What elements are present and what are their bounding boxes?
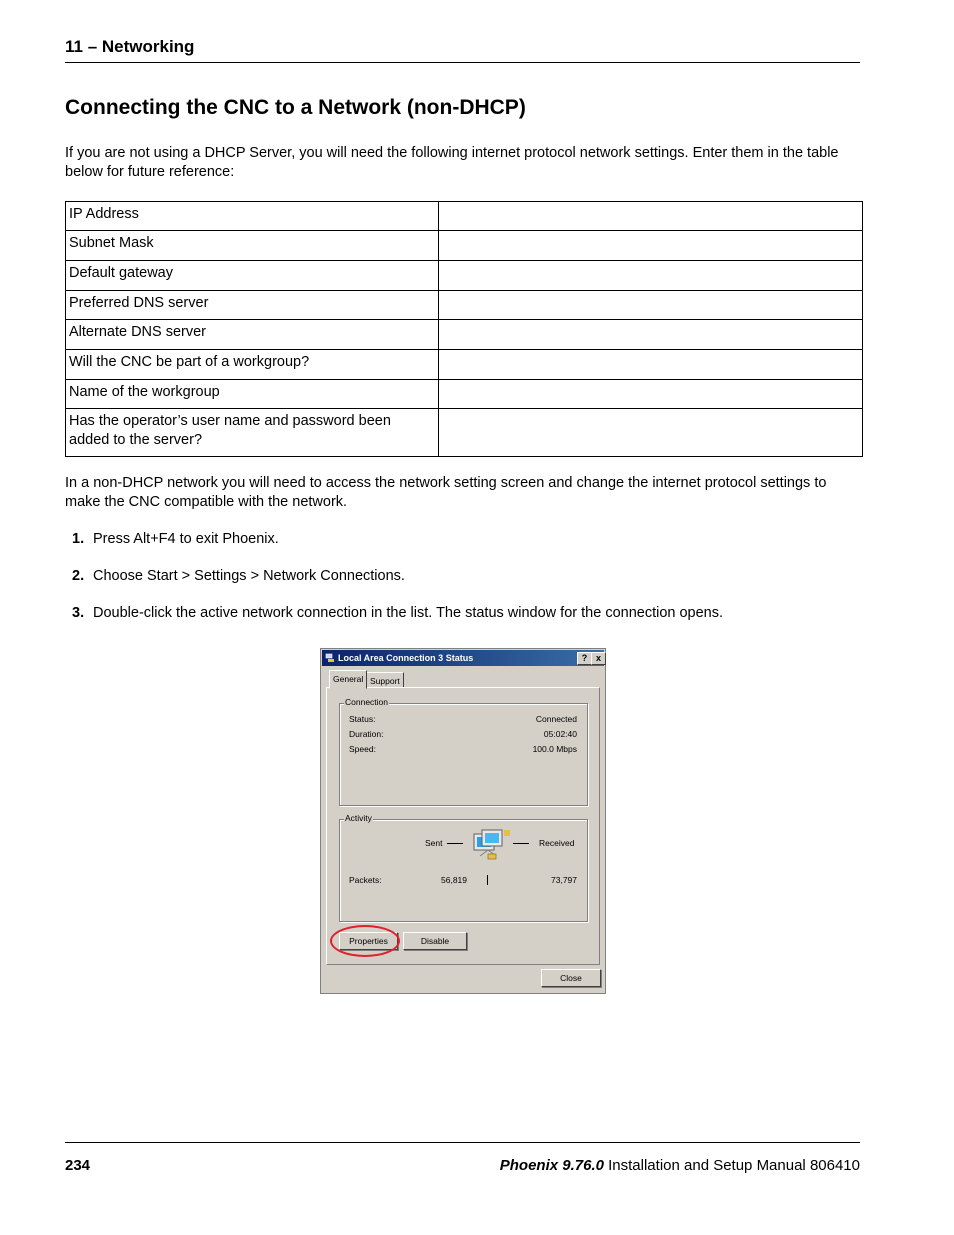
table-row — [66, 350, 863, 380]
tab-support[interactable]: Support — [366, 672, 404, 688]
step-number: 1. — [72, 531, 85, 547]
close-button[interactable]: Close — [541, 969, 601, 987]
row-value — [439, 261, 863, 291]
row-value — [439, 409, 863, 457]
page-title: Connecting the CNC to a Network (non-DHCP) — [65, 96, 526, 119]
step-1 — [72, 531, 279, 547]
intro-paragraph: If you are not using a DHCP Server, you will need the following internet protocol network settings. Enter them in the table below for future reference: — [65, 145, 839, 180]
properties-button[interactable]: Properties — [339, 932, 398, 950]
row-label: Has the operator’s user name and password been added to the server? — [66, 409, 439, 457]
dialog-title-bar — [322, 650, 604, 666]
row-label: IP Address — [66, 202, 439, 231]
body-paragraph: In a non-DHCP network you will need to access the network setting screen and change the internet protocol settings to make the CNC compatible with the network. — [65, 475, 827, 510]
step-text: Press Alt+F4 to exit Phoenix. — [93, 531, 279, 547]
packets-divider — [487, 875, 488, 885]
tab-general[interactable]: General — [329, 670, 367, 689]
manual-title: Installation and Setup Manual — [608, 1157, 806, 1174]
row-label: Alternate DNS server — [66, 320, 439, 350]
activity-group — [339, 819, 588, 922]
row-value — [439, 231, 863, 261]
connection-group-label: Connection — [345, 697, 389, 707]
step-text: Double-click the active network connection in the list. The status window for the connection opens. — [93, 605, 724, 621]
product-name: Phoenix 9.76.0 — [499, 1157, 604, 1174]
status-label: Status: — [349, 714, 376, 724]
row-value — [439, 320, 863, 350]
activity-group-label: Activity — [345, 813, 372, 823]
row-label: Default gateway — [66, 261, 439, 291]
row-value — [439, 291, 863, 320]
speed-label: Speed: — [349, 744, 376, 754]
status-value: Connected — [535, 714, 577, 724]
speed-value: 100.0 Mbps — [532, 744, 577, 754]
table-row — [66, 320, 863, 350]
duration-value: 05:02:40 — [543, 729, 577, 739]
step-2 — [72, 568, 405, 584]
step-number: 2. — [72, 568, 85, 584]
page-number: 234 — [65, 1157, 91, 1174]
packets-received-value: 73,797 — [551, 875, 577, 885]
table-row — [66, 202, 863, 231]
footer-rule — [65, 1142, 860, 1143]
disable-button[interactable]: Disable — [403, 932, 467, 950]
section-header: 11 – Networking — [65, 37, 195, 56]
row-value — [439, 380, 863, 409]
received-label: Received — [539, 838, 575, 848]
step-number: 3. — [72, 605, 85, 621]
properties-highlight-ring — [330, 925, 400, 957]
step-text: Choose Start > Settings > Network Connections. — [93, 568, 405, 584]
help-button[interactable]: ? — [577, 652, 592, 665]
header-rule — [65, 62, 860, 63]
received-line — [513, 843, 529, 844]
row-label: Name of the workgroup — [66, 380, 439, 409]
sent-line — [447, 843, 463, 844]
packets-sent-value: 56,819 — [441, 875, 467, 885]
network-settings-table — [65, 201, 863, 457]
network-activity-icon — [470, 828, 512, 864]
table-row — [66, 409, 863, 457]
footer-text — [500, 1157, 860, 1174]
close-x-button[interactable]: x — [591, 652, 606, 665]
packets-label: Packets: — [349, 875, 382, 885]
table-row — [66, 261, 863, 291]
table-row — [66, 380, 863, 409]
document-number: 806410 — [809, 1157, 860, 1174]
general-tab-panel — [326, 687, 600, 965]
row-label: Preferred DNS server — [66, 291, 439, 320]
network-icon — [325, 653, 335, 663]
dialog-title: Local Area Connection 3 Status — [338, 653, 474, 663]
step-3 — [72, 605, 723, 621]
row-label: Will the CNC be part of a workgroup? — [66, 350, 439, 380]
table-row — [66, 231, 863, 261]
row-label: Subnet Mask — [66, 231, 439, 261]
duration-label: Duration: — [349, 729, 384, 739]
table-row — [66, 291, 863, 320]
row-value — [439, 202, 863, 231]
sent-label: Sent — [425, 838, 443, 848]
row-value — [439, 350, 863, 380]
